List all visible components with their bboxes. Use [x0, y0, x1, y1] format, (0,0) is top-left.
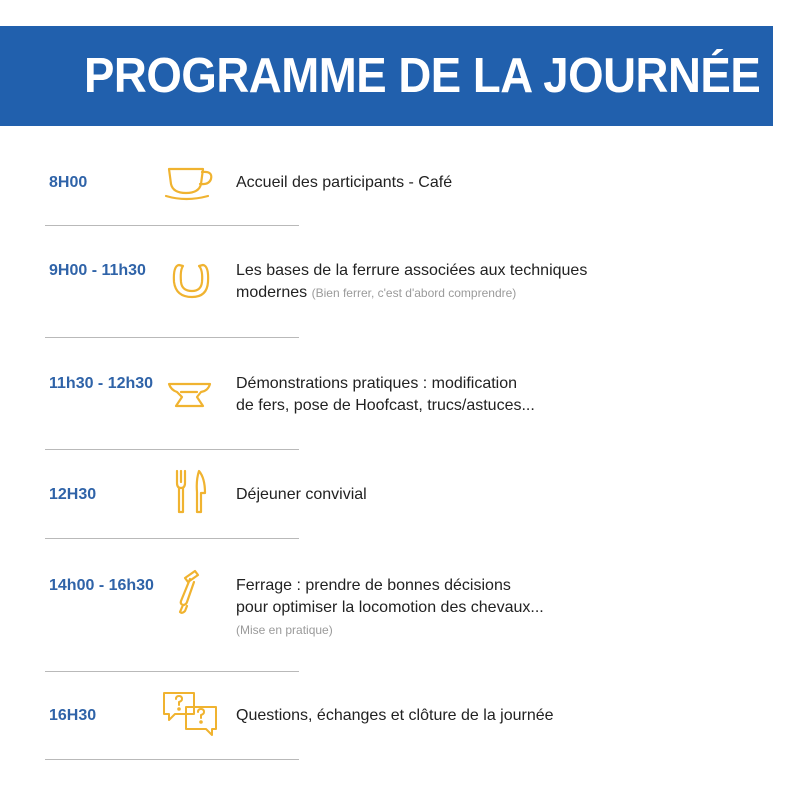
description-note: (Mise en pratique) — [236, 623, 333, 637]
schedule-description — [236, 484, 367, 506]
description-line: modernes — [236, 284, 308, 301]
schedule-description — [236, 260, 587, 304]
schedule-time: 14h00 - 16h30 — [49, 577, 154, 594]
description-line: Ferrage : prendre de bonnes décisions — [236, 577, 511, 594]
schedule-time: 9H00 - 11h30 — [49, 262, 146, 279]
schedule-time: 16H30 — [49, 707, 97, 724]
header-banner — [0, 26, 773, 126]
question-bubbles-icon — [161, 690, 217, 738]
description-line: Déjeuner convivial — [236, 486, 367, 503]
divider — [45, 337, 299, 338]
schedule-time: 12H30 — [49, 486, 97, 503]
fork-knife-icon — [161, 468, 217, 516]
divider — [45, 225, 299, 226]
divider — [45, 538, 299, 539]
description-line: Accueil des participants - Café — [236, 174, 453, 191]
description-line: Questions, échanges et clôture de la journée — [236, 707, 554, 724]
description-note: (Bien ferrer, c'est d'abord comprendre) — [311, 286, 517, 300]
description-line: pour optimiser la locomotion des chevaux... — [236, 599, 544, 616]
coffee-cup-icon — [161, 160, 217, 208]
description-line: Démonstrations pratiques : modification — [236, 375, 518, 392]
divider — [45, 671, 299, 672]
divider — [45, 449, 299, 450]
description-line: Les bases de la ferrure associées aux techniques — [236, 262, 588, 279]
divider — [45, 759, 299, 760]
schedule-time: 11h30 - 12h30 — [49, 375, 154, 392]
hammer-icon — [161, 568, 217, 616]
anvil-icon — [161, 370, 217, 418]
schedule-time: 8H00 — [49, 174, 88, 191]
schedule-description — [236, 575, 544, 641]
schedule-description — [236, 172, 452, 194]
schedule-description — [236, 373, 535, 417]
schedule-description — [236, 705, 554, 727]
description-line: de fers, pose de Hoofcast, trucs/astuces... — [236, 397, 535, 414]
page-title: PROGRAMME DE LA JOURNÉE — [84, 49, 761, 103]
horseshoe-icon — [161, 258, 217, 306]
